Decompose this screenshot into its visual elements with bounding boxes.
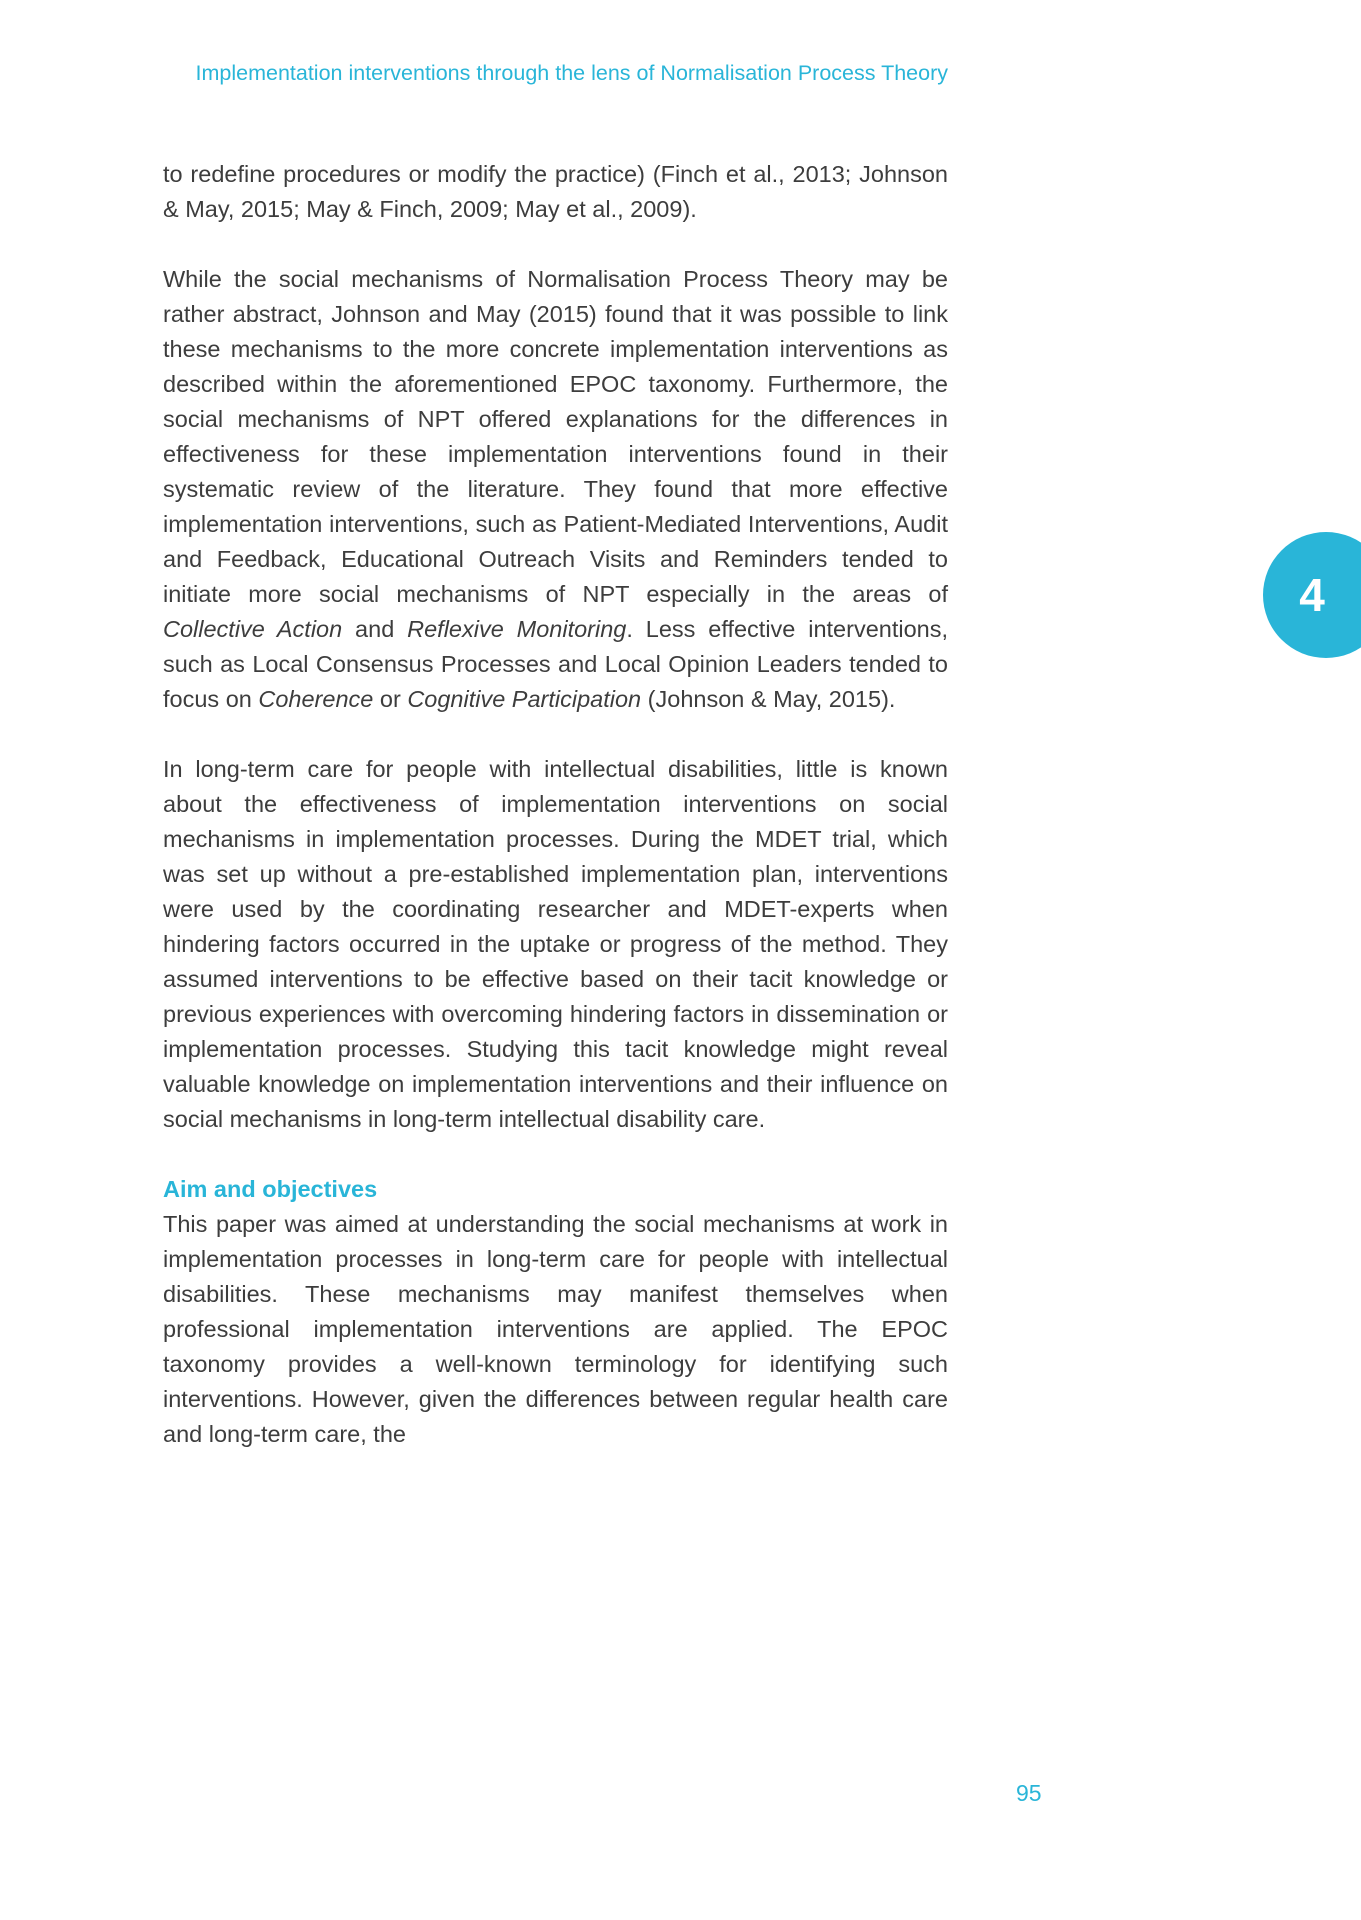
page-content [163,157,948,1452]
paragraph: While the social mechanisms of Normalisation Process Theory may be rather abstract, Johnson and May (2015) found that it was possible to link these mechanisms to the more concrete implementation interventions as described within the aforementioned EPOC taxonomy. Furthermore, the social mechanisms of NPT offered explanations for the differences in effectiveness for these implementation interventions found in their systematic review of the literature. They found that more effective implementation interventions, such as Patient-Mediated Interventions, Audit and Feedback, Educational Outreach Visits and Reminders tended to initiate more social mechanisms of NPT especially in the areas of Collective Action and Reflexive Monitoring. Less effective interventions, such as Local Consensus Processes and Local Opinion Leaders tended to focus on Coherence or Cognitive Participation (Johnson & May, 2015). [163,266,948,712]
paragraph: In long-term care for people with intellectual disabilities, little is known about the effectiveness of implementation interventions on social mechanisms in implementation processes. During the MDET trial, which was set up without a pre-established implementation plan, interventions were used by the coordinating researcher and MDET-experts when hindering factors occurred in the uptake or progress of the method. They assumed interventions to be effective based on their tacit knowledge or previous experiences with overcoming hindering factors in dissemination or implementation processes. Studying this tacit knowledge might reveal valuable knowledge on implementation interventions and their influence on social mechanisms in long-term intellectual disability care. [163,756,948,1132]
chapter-number: 4 [1299,569,1325,621]
paragraph: This paper was aimed at understanding the social mechanisms at work in implementation processes in long-term care for people with intellectual disabilities. These mechanisms may manifest themselves when professional implementation interventions are applied. The EPOC taxonomy provides a well-known terminology for identifying such interventions. However, given the differences between regular health care and long-term care, the [163,1211,948,1447]
chapter-tab [1263,532,1361,658]
paragraph: to redefine procedures or modify the practice) (Finch et al., 2013; Johnson & May, 2015; May & Finch, 2009; May et al., 2009). [163,161,948,222]
page-number: 95 [1016,1780,1042,1806]
section-heading: Aim and objectives [163,1176,378,1202]
running-header: Implementation interventions through the lens of Normalisation Process Theory [195,61,948,85]
